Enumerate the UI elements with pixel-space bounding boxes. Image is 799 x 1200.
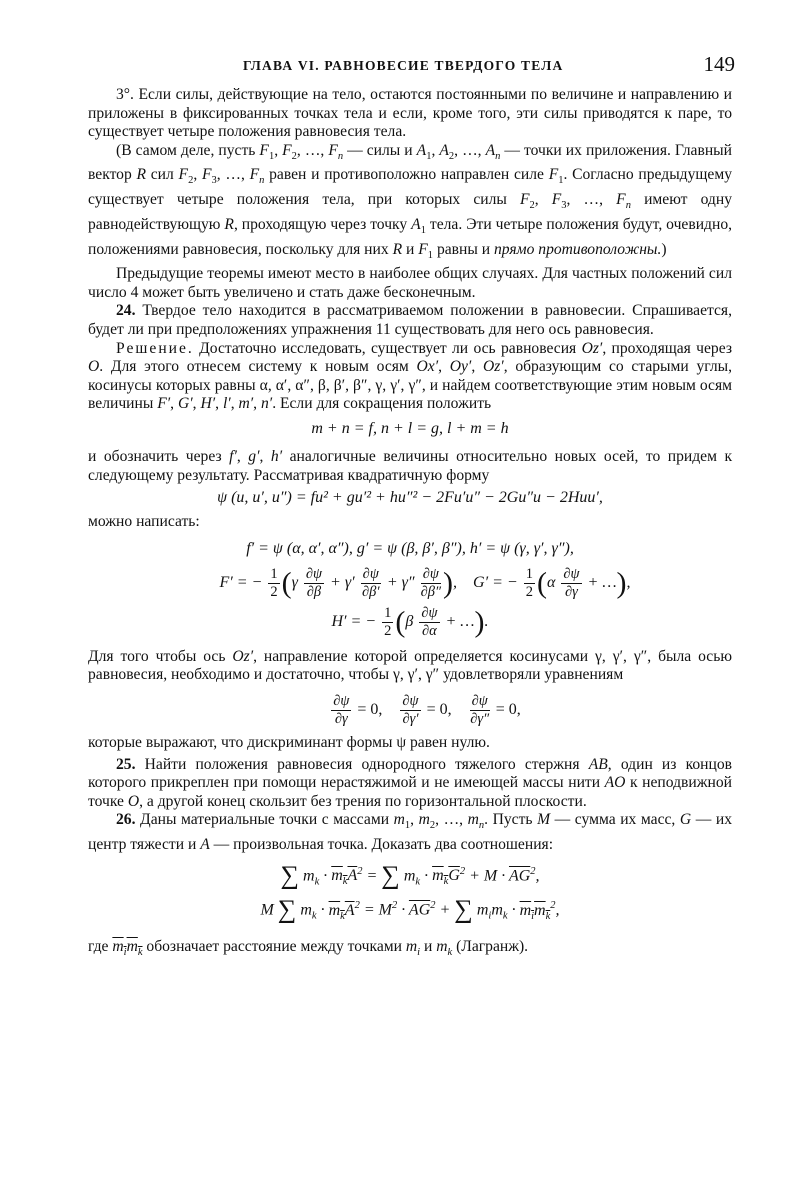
paragraph-general-cases: Предыдущие теоремы имеют место в наиболее общих случаях. Для частных положений сил число 4 может быть увеличено и стать даже бесконечным. <box>88 265 732 301</box>
paragraph-discriminant: которые выражают, что дискриминант формы ψ равен нулю. <box>88 734 490 752</box>
equation-derivatives-zero: $\frac{\partial\psi}{\partial\gamma}$ = 0, $\frac{\partial\psi}{\partial\gamma'}$ = 0, $\frac{\partial\psi}{\partial\gamma''}$ = 0, <box>333 693 521 728</box>
problem-24: 24. Твердое тело находится в рассматриваемом положении в равновесии. Спрашивается, будет ли при предположениях упражнения 11 существовать для него ось равновесия. <box>88 302 732 339</box>
page-number: 149 <box>703 52 735 76</box>
can-write-text: можно написать: <box>88 513 200 531</box>
equation-fgh: m + n = f, n + l = g, l + m = h <box>311 420 509 438</box>
paragraph-theorem-3: 3°. Если силы, действующие на тело, остаются постоянными по величине и направлению и приложены в фиксированных точках тела и если, кроме того, эти силы приводятся к паре, то существует четыре положения равновесия тела. <box>88 86 732 141</box>
problem-26: 26. Даны материальные точки с массами $m_1$, $m_2$, …, $m_n$. Пусть M — сумма их масс, G — их центр тяжести и A — произвольная точка. Доказать два соотношения: <box>88 811 733 854</box>
equation-H-prime: H′ = − $\frac{1}{2}$ (β $\frac{\partial\psi}{\partial\alpha}$ + …). <box>331 604 489 639</box>
problem-25: 25. Найти положения равновесия однородного тяжелого стержня AB, один из концов которого прикреплен при помощи нерастяжимой и не имеющей массы нити AO к неподвижной точке O, а другой конец скользит без трения по горизонтальной плоскости. <box>88 755 732 810</box>
paragraph-quadratic-form: и обозначить через f′, g′, h′ аналогичные величины относительно новых осей, то придем к следующему результату. Рассматривая квадратичную форму <box>88 448 733 484</box>
paragraph-where: где $m_im_k$ обозначает расстояние между точками $m_i$ и $m_k$ (Лагранж). <box>88 937 529 958</box>
equation-lagrange-1: ∑ $m_k \cdot m_kA^2$ = ∑ $m_k \cdot m_kG^2 + M \cdot \overline{AG}^2$, <box>280 860 540 890</box>
solution-label: Решение. <box>116 339 194 357</box>
solution-24: Решение. Достаточно исследовать, существует ли ось равновесия Oz′, проходящая через O. Для этого отнесем систему к новым осям Ox′, Oy′, Oz′, образующим со старыми углы, косинусы которых равны α, α′, α″, β, β′, β″, γ, γ′, γ″, и найдем соответствующие этим новым осям величины F′, G′, H′, l′, m′, n′. Если для сокращения положить <box>88 339 733 413</box>
problem-number: 25. <box>116 755 136 773</box>
equation-f-g-h-prime: f′ = ψ (α, α′, α″), g′ = ψ (β, β′, β″), h′ = ψ (γ, γ′, γ″), <box>246 539 574 557</box>
paragraph-equilibrium-axis: Для того чтобы ось Oz′, направление которой определяется косинусами γ, γ′, γ″, была осью равновесия, необходимо и достаточно, чтобы γ, γ′, γ″ удовлетворяли уравнениям <box>88 647 732 684</box>
equation-lagrange-2: M ∑ $m_k \cdot m_kA^2 = M^2 \cdot \overline{AG}^2$ + ∑ $m_im_k \cdot m_im_k^2$, <box>260 894 560 924</box>
page-header <box>88 50 735 86</box>
paragraph-proof: (В самом деле, пусть $F_1$, $F_2$, …, $F_n$ — силы и $A_1$, $A_2$, …, $A_n$ — точки их приложения. Главный вектор R сил $F_2$, $F_3$, …, $F_n$ равен и противоположно направлен силе $F_1$. Согласно предыдущему существует четыре положения тела, при которых силы $F_2$, $F_3$, …, $F_n$ имеют одну равнодействующую R, проходящую через точку $A_1$ тела. Эти четыре положения будут, очевидно, положениями равновесия, поскольку для них R и $F_1$ равны и прямо противоположны.) <box>88 141 733 261</box>
problem-number: 26. <box>116 811 136 829</box>
running-title: ГЛАВА VI. РАВНОВЕСИЕ ТВЕРДОГО ТЕЛА <box>243 58 564 73</box>
book-page <box>88 50 735 962</box>
equation-F-G-prime: F′ = − $\frac{1}{2}$ (γ $\frac{\partial\psi}{\partial\beta}$ + γ′ $\frac{\partial\psi}{\partial\beta'}$ + γ″ $\frac{\partial\psi}{\partial\beta''}$ ), G′ = − $\frac{1}{2}$ (α $\frac{\partial\psi}{\partial\gamma}$ + …), <box>219 565 631 600</box>
problem-number: 24. <box>116 302 136 320</box>
equation-psi: ψ (u, u′, u″) = fu² + gu′² + hu″² − 2Fu′u″ − 2Gu″u − 2Huu′, <box>217 489 603 507</box>
